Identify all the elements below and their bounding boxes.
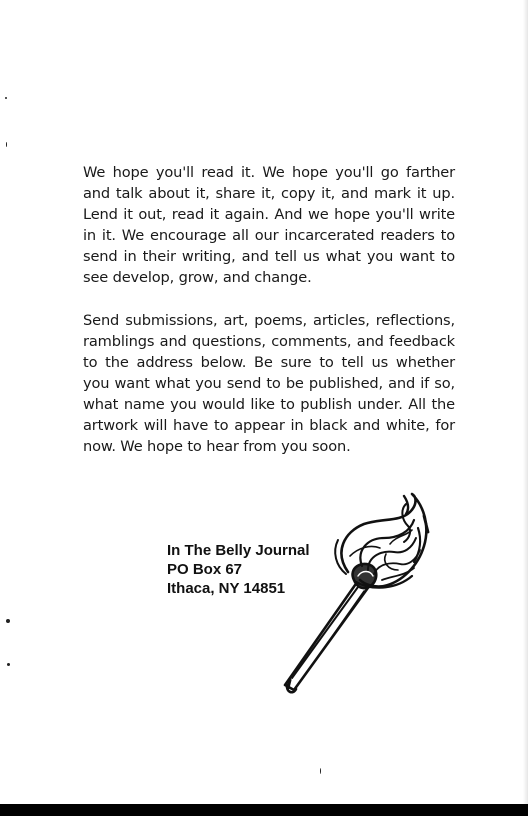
intro-paragraph: We hope you'll read it. We hope you'll go farther and talk about it, share it, copy it, and mark it up. Lend it out, read it again. And we hope you'll write in it. We encourage all our incarcerated readers to send in their writing, and tell us what you want to see develop, grow, and change. <box>83 164 455 286</box>
address-line-box: PO Box 67 <box>167 561 243 578</box>
scan-speck <box>6 142 7 147</box>
address-line-city: Ithaca, NY 14851 <box>167 580 286 597</box>
address-line-name: In The Belly Journal <box>167 542 310 559</box>
scan-speck <box>320 768 321 774</box>
scan-bottom-border <box>0 804 528 816</box>
scan-speck <box>6 619 10 623</box>
lit-match-icon <box>278 492 440 698</box>
scan-speck <box>5 97 7 99</box>
page-edge-shadow <box>523 0 528 804</box>
scan-speck <box>7 663 10 666</box>
submission-paragraph: Send submissions, art, poems, articles, reflections, ramblings and questions, comments, and feedback to the address below. Be sure to tell us whether you want what you send to be published, and if so, what name you would like to publish under. All the artwork will have to appear in black and white, for now. We hope to hear from you soon. <box>83 312 455 455</box>
